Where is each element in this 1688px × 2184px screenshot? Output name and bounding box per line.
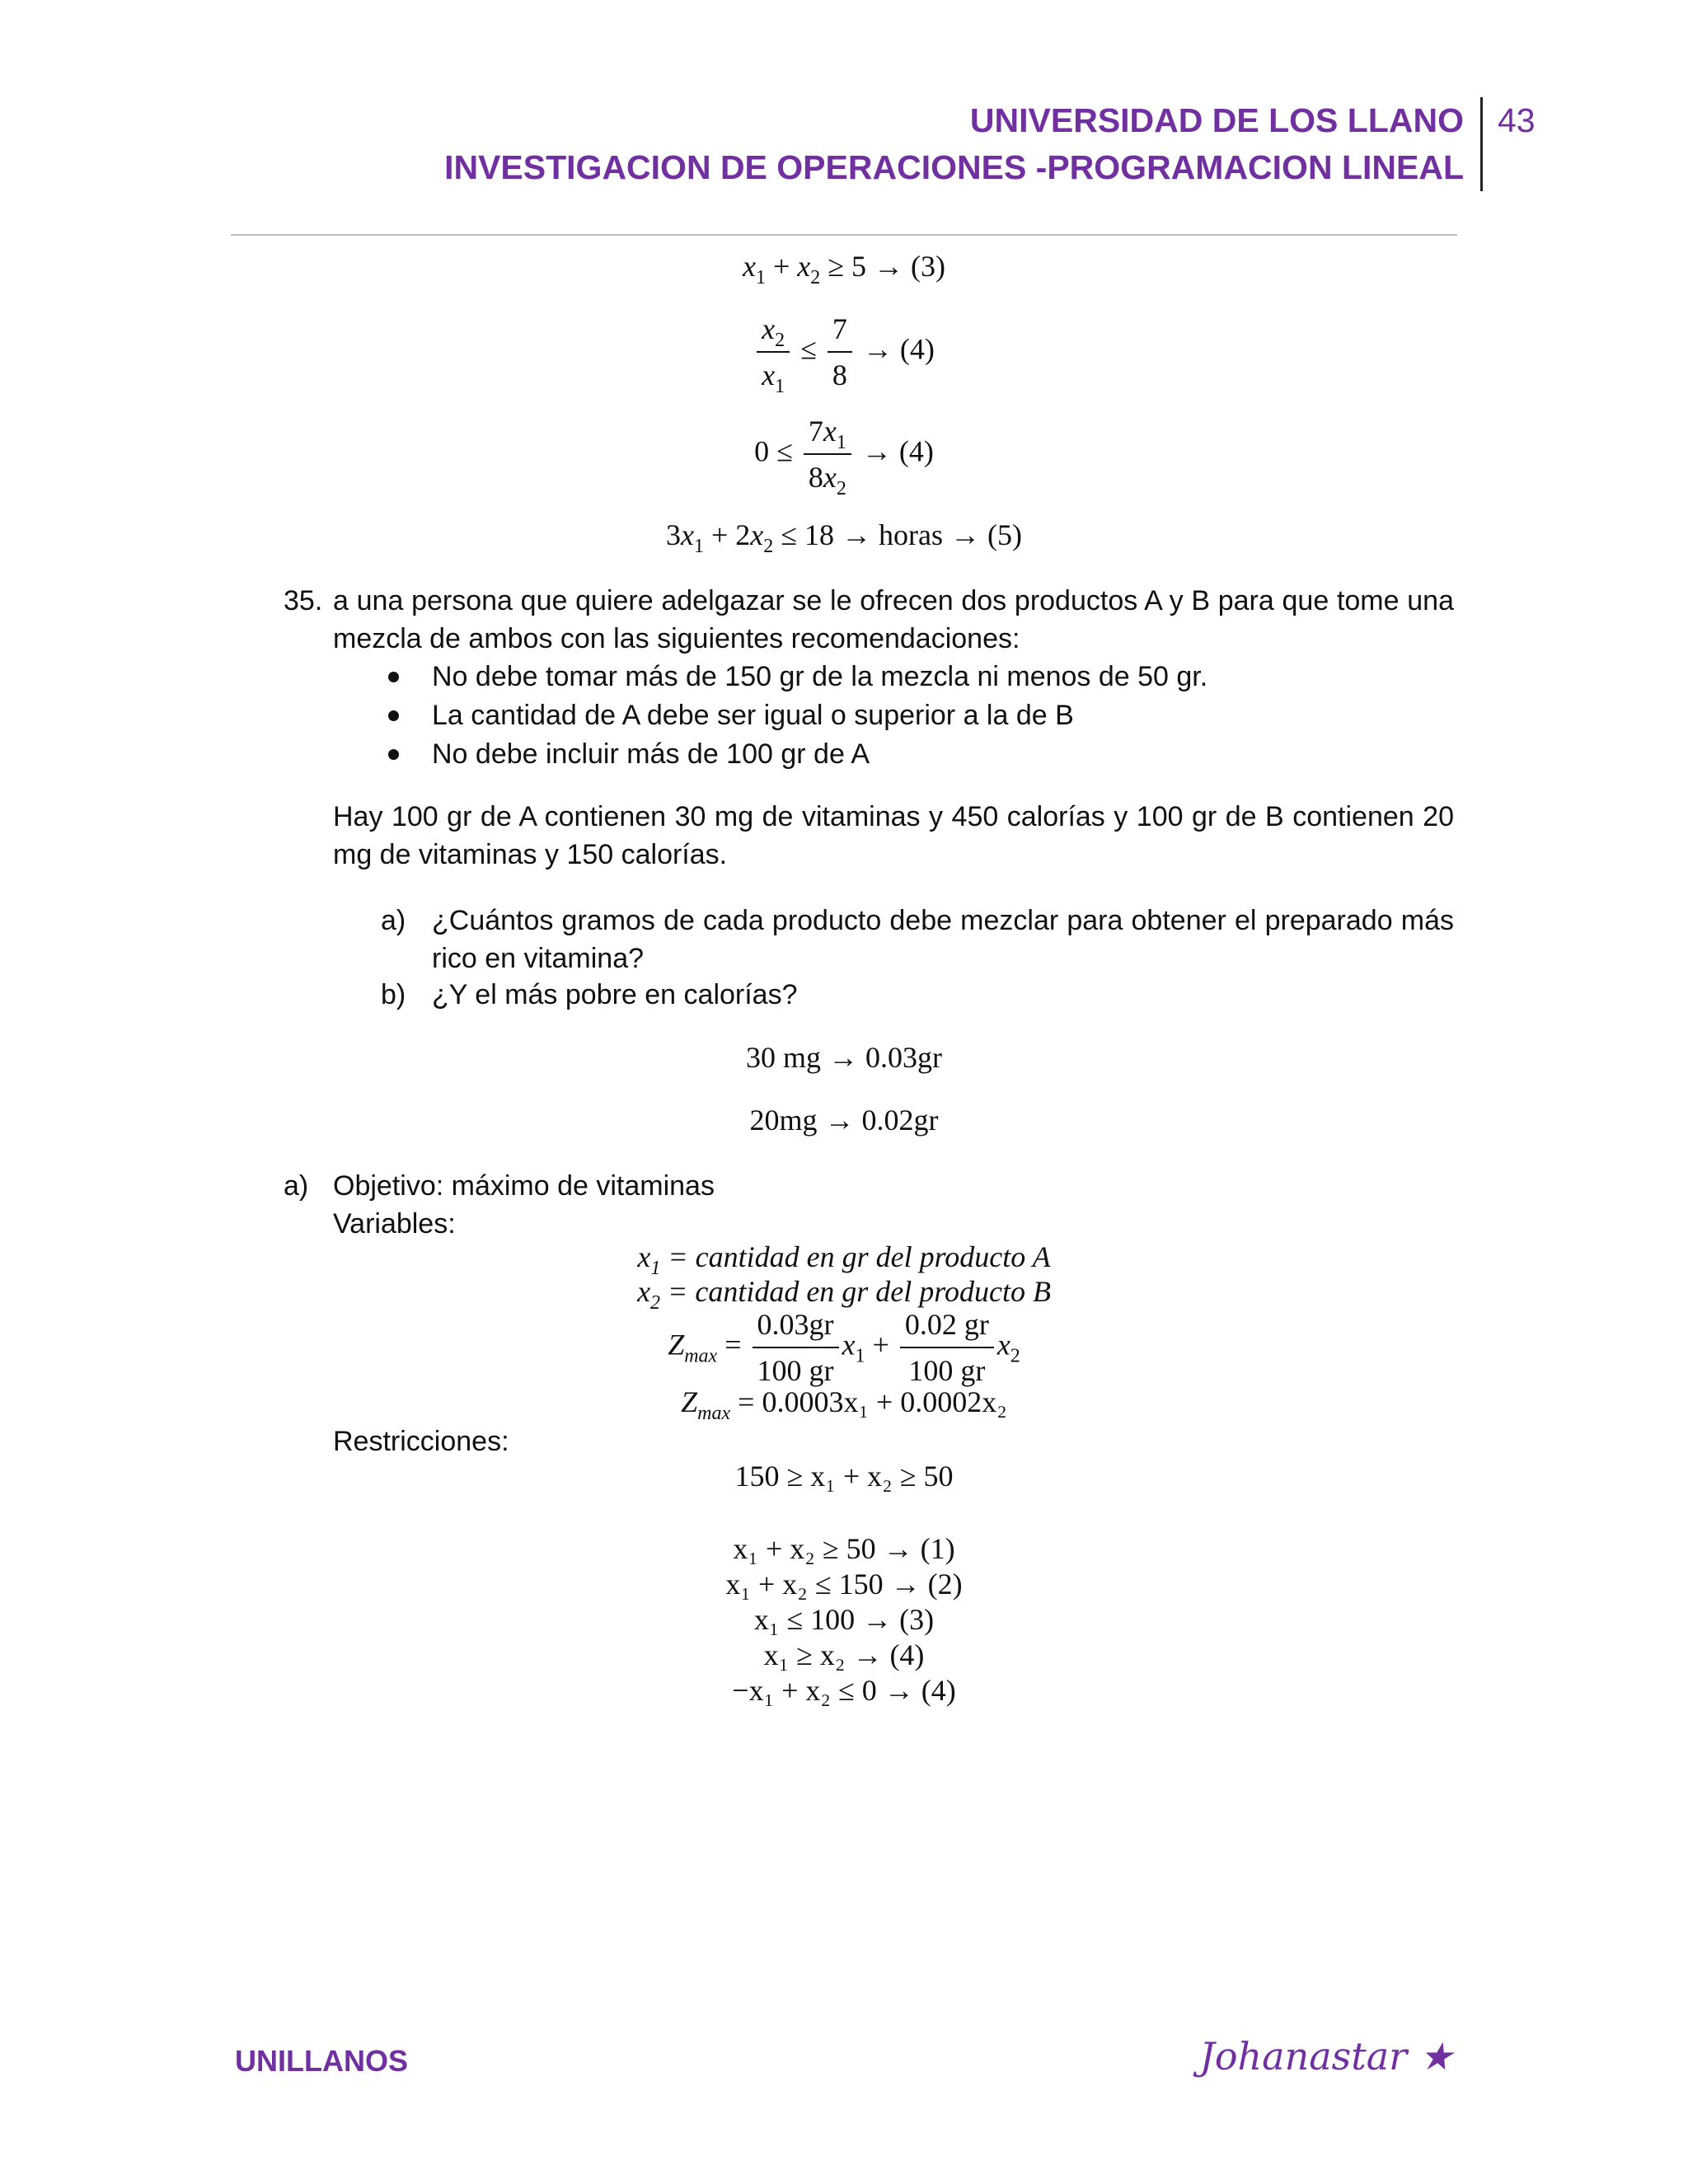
variable-x1-definition: $x_1$ = cantidad en gr del producto A	[637, 1240, 1051, 1279]
problem-intro: a una persona que quiere adelgazar se le ofrecen dos productos A y B para que tome una mezcla de ambos con las siguientes recomendaciones:	[333, 585, 1454, 654]
footer-author-signature: Johanastar ★	[1199, 2034, 1453, 2079]
bullet-dot	[388, 672, 399, 682]
question-b: ¿Y el más pobre en calorías?	[432, 979, 798, 1010]
problem-info: Hay 100 gr de A contienen 30 mg de vitaminas y 450 calorías y 100 gr de B contienen 20 mg de vitaminas y 150 calorías.	[333, 801, 1454, 870]
question-a: ¿Cuántos gramos de cada producto debe mezclar para obtener el preparado más rico en vitamina?	[432, 905, 1454, 974]
fraction-vitamin-b: $\frac{0.02 gr}{100 gr}$	[900, 1305, 994, 1390]
fraction-7x1-over-8x2: $\frac{7x_1}{8x_2}$	[804, 412, 851, 496]
conversion-vitamin-a: 30 mg → 0.03gr	[746, 1041, 942, 1074]
fraction-seven-eighths: $\frac{7}{8}$	[828, 310, 852, 394]
restrictions-label: Restricciones:	[333, 1426, 509, 1457]
question-b-marker: b)	[381, 979, 406, 1010]
solution-objective: Objetivo: máximo de vitaminas	[333, 1170, 715, 1202]
restriction-3: x₁ ≤ 100 → (3)	[753, 1603, 935, 1636]
restriction-range: 150 ≥ x₁ + x₂ ≥ 50	[734, 1460, 954, 1493]
equation-r4-ratio: $\frac{x_2}{x_1}$ ≤ $\frac{7}{8}$ → (4)	[0, 310, 1688, 394]
conversion-vitamin-b: 20mg → 0.02gr	[749, 1104, 939, 1137]
fraction-x2-over-x1: $\frac{x_2}{x_1}$	[757, 310, 790, 394]
bullet-item-3: No debe incluir más de 100 gr de A	[432, 738, 870, 770]
header-university: UNIVERSIDAD DE LOS LLANO	[969, 101, 1464, 139]
bullet-dot	[388, 749, 399, 760]
solution-marker: a)	[284, 1170, 309, 1202]
equation-r4-rearranged: 0 ≤ $\frac{7x_1}{8x_2}$ → (4)	[0, 412, 1688, 496]
bullet-item-2: La cantidad de A debe ser igual o superior a la de B	[432, 700, 1074, 731]
footer-institution: UNILLANOS	[235, 2044, 408, 2078]
equation-r3-tail: → (3)	[874, 250, 946, 283]
restriction-2: x₁ + x₂ ≤ 150 → (2)	[725, 1568, 963, 1601]
equation-r5-hours: $3x_1 + 2x_2 \le 18$ → horas → (5)	[666, 518, 1022, 557]
header-subject: INVESTIGACION DE OPERACIONES -PROGRAMACION LINEAL	[444, 148, 1464, 186]
restriction-4: x₁ ≥ x₂ → (4)	[763, 1638, 925, 1671]
fraction-vitamin-a: $\frac{0.03gr}{100 gr}$	[753, 1305, 839, 1390]
page-number: 43	[1480, 97, 1536, 191]
header-divider	[231, 234, 1457, 236]
variables-label: Variables:	[333, 1208, 456, 1240]
restriction-5: −x₁ + x₂ ≤ 0 → (4)	[732, 1674, 956, 1707]
objective-function-fraction: $Z_{max}$ = $\frac{0.03gr}{100 gr}$ $x_1$ + $\frac{0.02 gr}{100 gr}$ $x_2$	[0, 1305, 1688, 1390]
bullet-dot	[388, 710, 399, 721]
restriction-1: x₁ + x₂ ≥ 50 → (1)	[733, 1532, 955, 1565]
page-header	[444, 97, 1464, 191]
variable-x2-definition: $x_2$ = cantidad en gr del producto B	[637, 1275, 1051, 1314]
problem-number: 35.	[284, 585, 323, 616]
question-a-marker: a)	[381, 905, 406, 936]
objective-function-simplified: $Z_{max} = 0.0003x_1 + 0.0002x_2$	[681, 1385, 1007, 1424]
equation-r3: $x_1 + x_2 \ge 5 \to (3)$	[742, 250, 946, 288]
bullet-item-1: No debe tomar más de 150 gr de la mezcla ni menos de 50 gr.	[432, 661, 1208, 692]
